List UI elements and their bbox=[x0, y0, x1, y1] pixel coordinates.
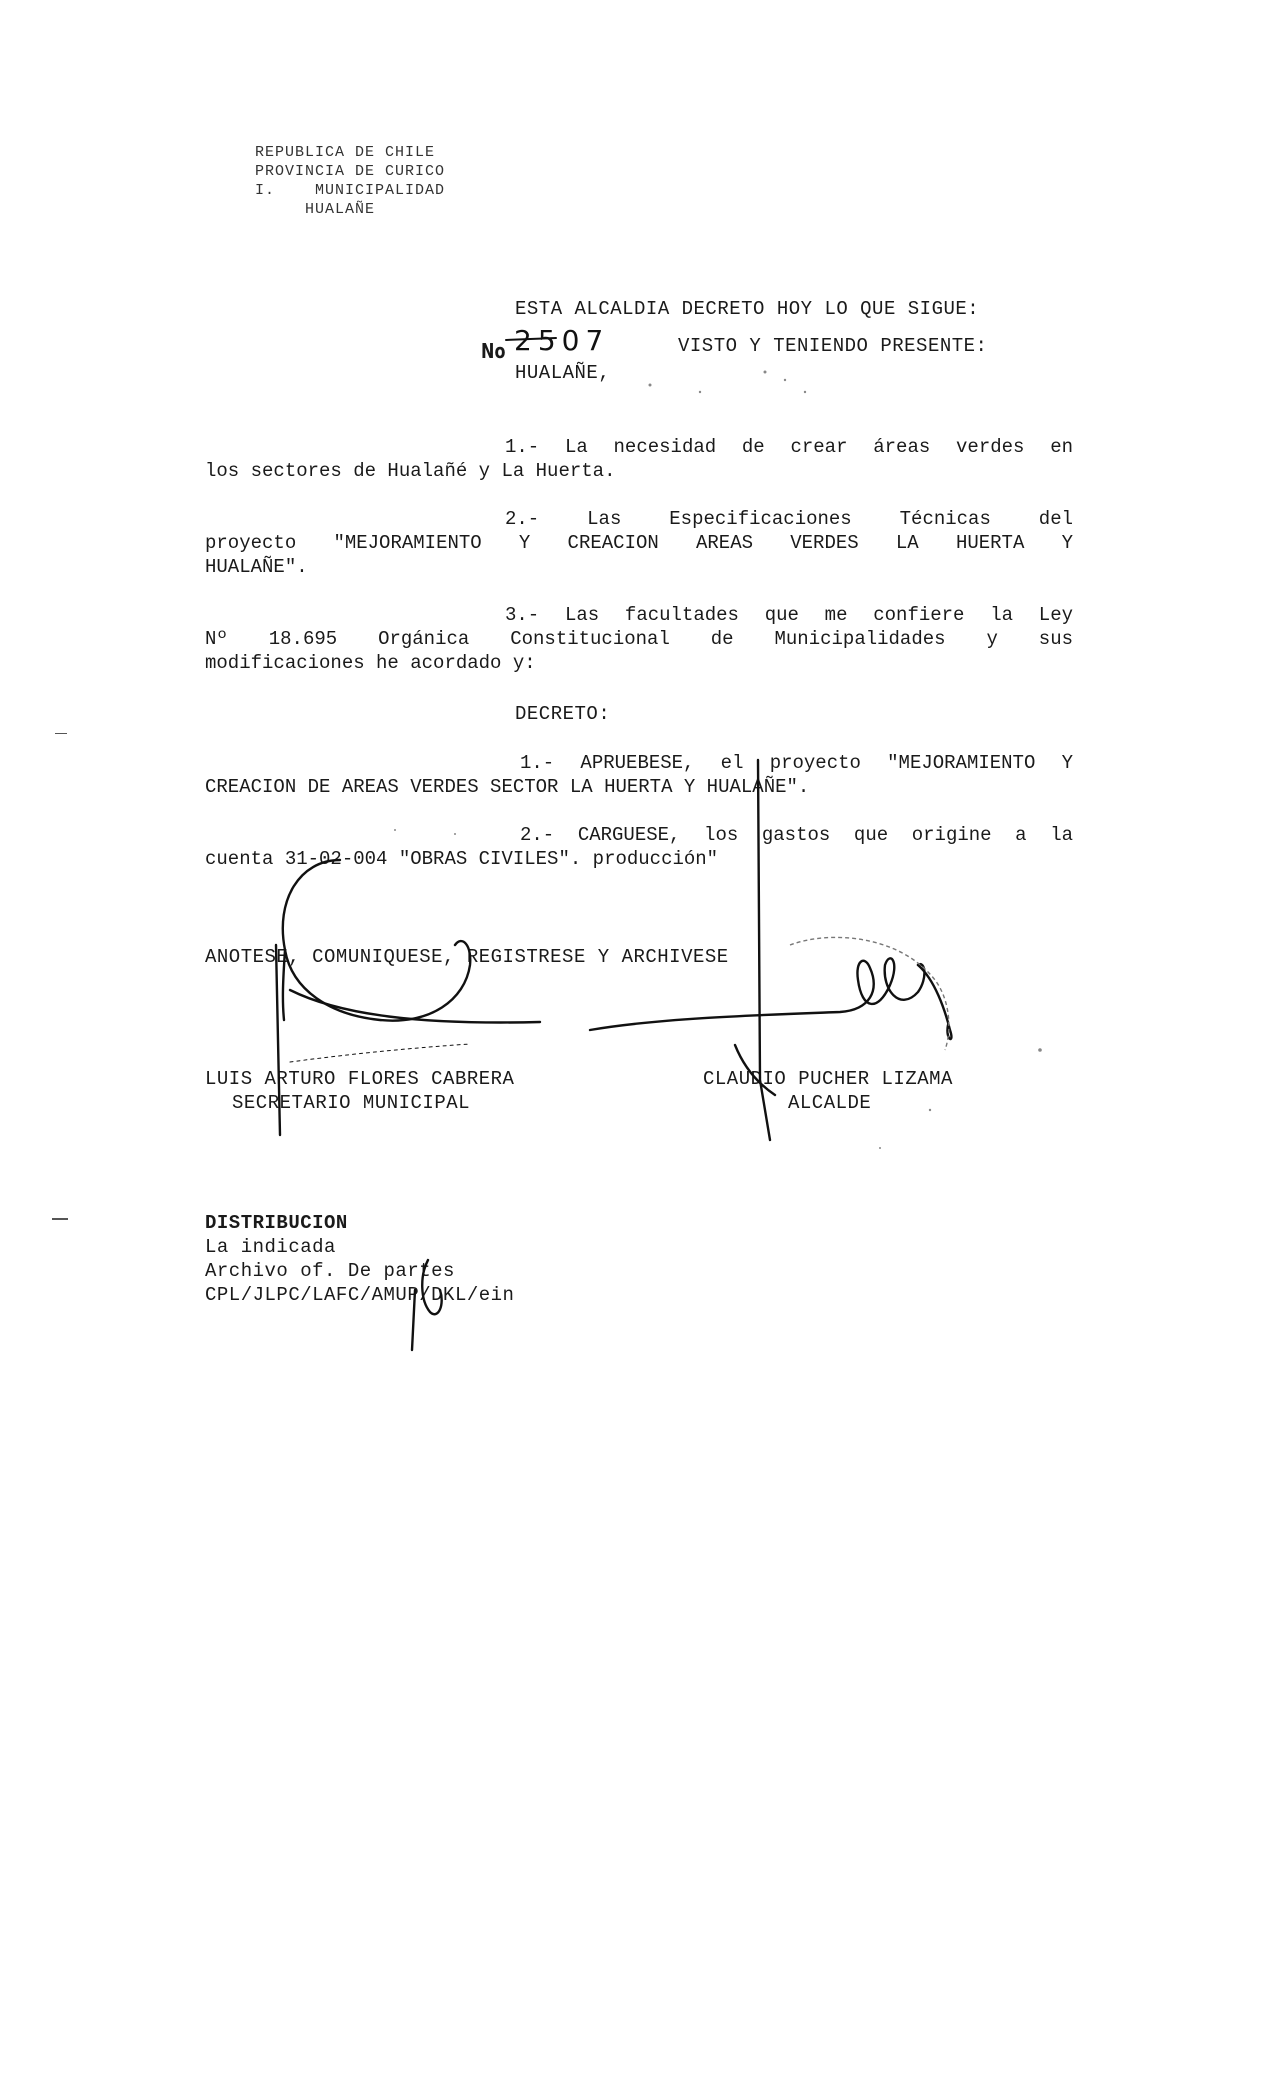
header-provincia: PROVINCIA DE CURICO bbox=[255, 163, 446, 180]
considerando-2-line3: HUALAÑE". bbox=[205, 556, 308, 578]
articulo-1-first-line: 1.- APRUEBESE, el proyecto "MEJORAMIENTO Y bbox=[520, 752, 1073, 774]
preamble-place: HUALAÑE, bbox=[515, 362, 611, 384]
distribucion-item: CPL/JLPC/LAFC/AMUP/DKL/ein bbox=[205, 1284, 515, 1306]
distribucion-item: La indicada bbox=[205, 1236, 336, 1258]
left-signature-stroke bbox=[290, 990, 540, 1023]
left-signature-loop bbox=[283, 860, 470, 1021]
preamble-alcaldia: ESTA ALCALDIA DECRETO HOY LO QUE SIGUE: bbox=[515, 298, 980, 320]
signatory-left-title: SECRETARIO MUNICIPAL bbox=[232, 1092, 471, 1114]
right-signature-sweep bbox=[590, 958, 924, 1030]
considerando-2-line2: proyecto "MEJORAMIENTO Y CREACION AREAS VERDES LA HUERTA Y bbox=[205, 532, 1073, 554]
articulo-2-rest: cuenta 31-02-004 "OBRAS CIVILES". producción" bbox=[205, 848, 719, 870]
margin-mark bbox=[55, 733, 67, 734]
decreto-title: DECRETO: bbox=[515, 703, 611, 725]
decree-number-label: No bbox=[481, 339, 506, 363]
decree-number: 2507 bbox=[514, 324, 610, 357]
considerando-1-rest: los sectores de Hualañé y La Huerta. bbox=[205, 460, 616, 482]
header-republica: REPUBLICA DE CHILE bbox=[255, 144, 436, 161]
header-municipalidad: I. MUNICIPALIDAD bbox=[255, 182, 446, 199]
stamp-arc bbox=[790, 937, 949, 1050]
considerando-3-line3: modificaciones he acordado y: bbox=[205, 652, 536, 674]
distribucion-title: DISTRIBUCION bbox=[205, 1212, 348, 1234]
left-signature-dotline bbox=[290, 1044, 470, 1062]
distribucion-item: Archivo of. De partes bbox=[205, 1260, 455, 1282]
considerando-1-first-line: 1.- La necesidad de crear áreas verdes en bbox=[505, 436, 1073, 458]
considerando-3-line2: Nº 18.695 Orgánica Constitucional de Municipalidades y sus bbox=[205, 628, 1073, 650]
signatory-right-title: ALCALDE bbox=[788, 1092, 872, 1114]
considerando-2-first-line: 2.- Las Especificaciones Técnicas del bbox=[505, 508, 1073, 530]
closing-formula: ANOTESE, COMUNIQUESE, REGISTRESE Y ARCHIVESE bbox=[205, 946, 729, 968]
signatory-right-name: CLAUDIO PUCHER LIZAMA bbox=[703, 1068, 953, 1090]
header-hualane: HUALAÑE bbox=[305, 201, 376, 218]
articulo-2-first-line: 2.- CARGUESE, los gastos que origine a la bbox=[520, 824, 1073, 846]
preamble-visto: VISTO Y TENIENDO PRESENTE: bbox=[678, 335, 988, 357]
right-signature-flourish bbox=[918, 965, 951, 1039]
considerando-3-first-line: 3.- Las facultades que me confiere la Ley bbox=[505, 604, 1073, 626]
signatory-left-name: LUIS ARTURO FLORES CABRERA bbox=[205, 1068, 515, 1090]
articulo-1-rest: CREACION DE AREAS VERDES SECTOR LA HUERTA Y HUALAÑE". bbox=[205, 776, 810, 798]
margin-mark bbox=[52, 1218, 68, 1220]
